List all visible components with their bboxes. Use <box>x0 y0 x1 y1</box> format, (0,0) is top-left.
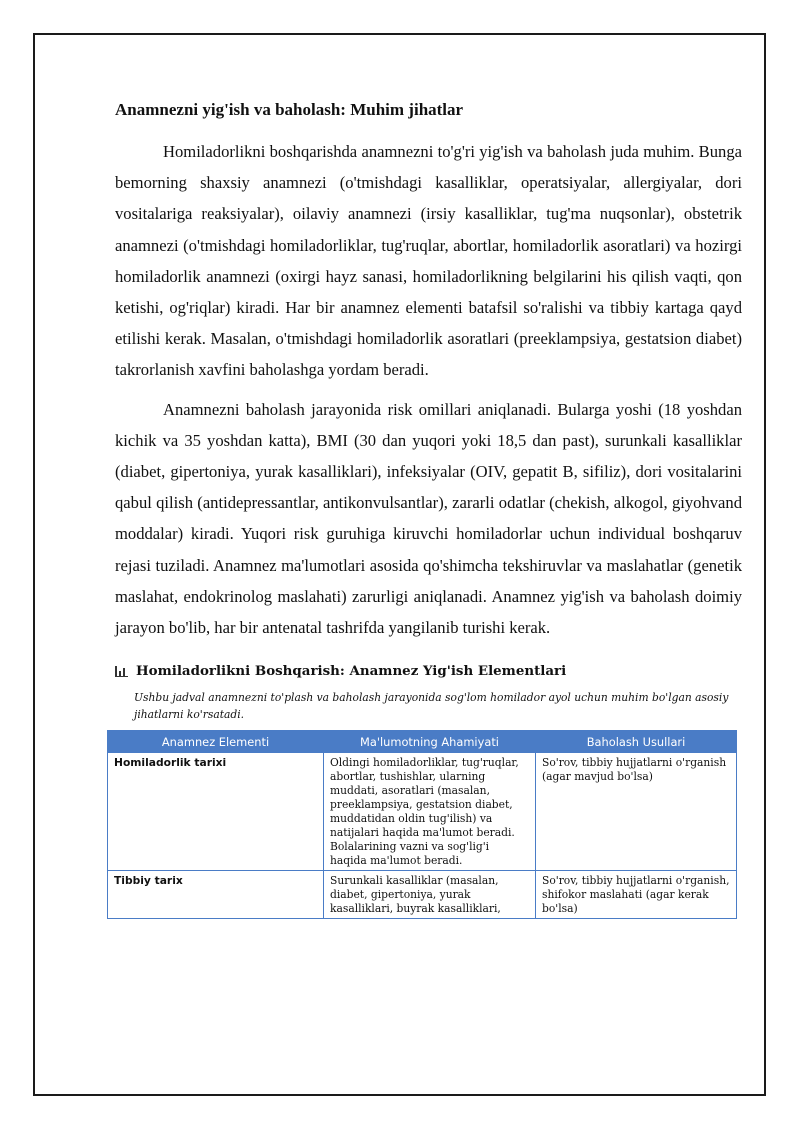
table-cell-importance: Oldingi homiladorliklar, tug'ruqlar, abortlar, tushishlar, ularning muddati, asoratlari (masalan, preeklampsiya, gestatsion diabet, muddatidan oldin tug'ilish) va natijalari haqida ma'lumot beradi. Bolalarining vazni va sog'lig'i haqida ma'lumot beradi. <box>324 753 536 871</box>
document-body <box>115 98 742 919</box>
table-row <box>108 871 737 919</box>
bar-chart-icon <box>115 666 128 677</box>
column-header: Ma'lumotning Ahamiyati <box>324 731 536 753</box>
paragraph-2: Anamnezni baholash jarayonida risk omillari aniqlanadi. Bularga yoshi (18 yoshdan kichik va 35 yoshdan katta), BMI (30 dan yuqori yoki 18,5 dan past), surunkali kasalliklar (diabet, gipertoniya, yurak kasalliklari), infeksiyalar (OIV, gepatit B, sifiliz), dori vositalarini qabul qilish (antidepressantlar, antikonvulsantlar), zararli odatlar (chekish, alkogol, giyohvand moddalar) kiradi. Yuqori risk guruhiga kiruvchi homiladorlar uchun individual boshqaruv rejasi tuziladi. Anamnez ma'lumotlari asosida qo'shimcha tekshiruvlar va maslahatlar (genetik maslahat, endokrinolog maslahati) zarurligi aniqlanadi. Anamnez yig'ish va baholash doimiy jarayon bo'lib, har bir antenatal tashrifda yangilanib turishi kerak. <box>115 399 742 638</box>
table-cell-methods: So'rov, tibbiy hujjatlarni o'rganish (agar mavjud bo'lsa) <box>536 753 737 871</box>
table-caption: Ushbu jadval anamnezni to'plash va baholash jarayonida sog'lom homilador ayol uchun muhim bo'lgan asosiy jihatlarni ko'rsatadi. <box>134 691 729 722</box>
column-header: Baholash Usullari <box>536 731 737 753</box>
table-cell-methods: So'rov, tibbiy hujjatlarni o'rganish, shifokor maslahati (agar kerak bo'lsa) <box>536 871 737 919</box>
table-cell-importance: Surunkali kasalliklar (masalan, diabet, gipertoniya, yurak kasalliklari, buyrak kasalliklari, <box>324 871 536 919</box>
table-title-text: Homiladorlikni Boshqarish: Anamnez Yig'ish Elementlari <box>136 663 567 680</box>
column-header: Anamnez Elementi <box>108 731 324 753</box>
table-cell-element: Homiladorlik tarixi <box>108 753 324 871</box>
table-header-row <box>108 731 737 753</box>
table-cell-element: Tibbiy tarix <box>108 871 324 919</box>
section-heading: Anamnezni yig'ish va baholash: Muhim jihatlar <box>115 100 464 119</box>
anamnesis-table <box>107 730 737 919</box>
table-title <box>115 663 742 679</box>
paragraph-1: Homiladorlikni boshqarishda anamnezni to'g'ri yig'ish va baholash juda muhim. Bunga bemorning shaxsiy anamnezi (o'tmishdagi kasalliklar, operatsiyalar, allergiyalar, dori vositalariga reaksiyalar), oilaviy anamnezi (irsiy kasalliklar, tug'ma nuqsonlar), obstetrik anamnezi (o'tmishdagi homiladorliklar, tug'ruqlar, abortlar, homiladorlik asoratlari) va hozirgi homiladorlik anamnezi (oxirgi hayz sanasi, homiladorlikning belgilarini his qilish vaqti, qon ketishi, og'riqlar) kiradi. Har bir anamnez elementi batafsil so'ralishi va tibbiy kartaga qayd etilishi kerak. Masalan, o'tmishdagi homiladorlik asoratlari (preeklampsiya, gestatsion diabet) takrorlanish xavfini baholashga yordam beradi. <box>115 142 742 380</box>
table-row <box>108 753 737 871</box>
